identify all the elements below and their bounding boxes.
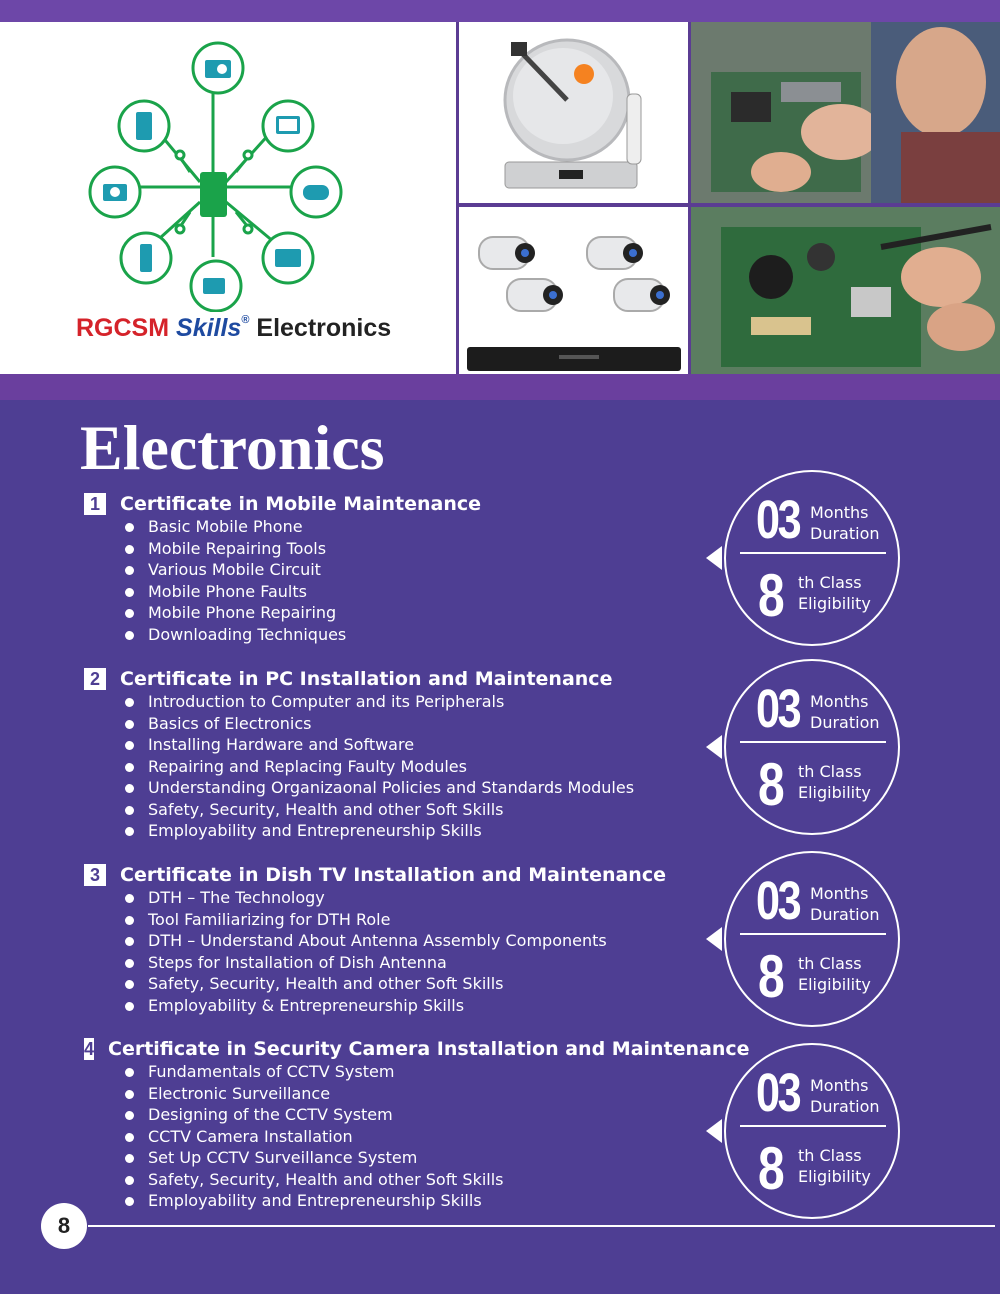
duration-number: 03 (756, 679, 800, 739)
eligibility-label: Eligibility (798, 975, 871, 994)
duration-unit: Months (810, 692, 869, 711)
course-4 (84, 1037, 750, 1212)
duration-label: Duration (810, 1097, 880, 1116)
cctv-photo (459, 207, 688, 374)
list-item: Mobile Phone Repairing (122, 602, 724, 624)
list-item: Mobile Phone Faults (122, 581, 724, 603)
list-item: Employability and Entrepreneurship Skills (122, 1190, 724, 1212)
badge-divider (740, 741, 886, 743)
list-item: Safety, Security, Health and other Soft Skills (122, 799, 724, 821)
course-number: 3 (84, 864, 106, 886)
course-number: 1 (84, 493, 106, 515)
list-item: Basics of Electronics (122, 713, 724, 735)
header-panel (0, 22, 1000, 374)
list-item: Downloading Techniques (122, 624, 724, 646)
course-topics (84, 691, 724, 842)
pointer-triangle (706, 927, 722, 951)
list-item: Tool Familiarizing for DTH Role (122, 909, 724, 931)
dish-tv-photo (459, 22, 688, 203)
duration-text (810, 691, 880, 733)
electronics-circuit-logo (0, 22, 456, 312)
course-heading (84, 863, 724, 887)
brand-category: Electronics (256, 314, 392, 342)
logo-area (0, 22, 456, 374)
pointer-triangle (706, 1119, 722, 1143)
header-bottom-band (0, 374, 1000, 400)
duration-number: 03 (756, 1063, 800, 1123)
pointer-triangle (706, 735, 722, 759)
list-item: CCTV Camera Installation (122, 1126, 724, 1148)
pointer-triangle (706, 546, 722, 570)
course-2-info-badge (724, 659, 900, 835)
eligibility-number: 8 (758, 751, 783, 818)
duration-text (810, 1075, 880, 1117)
course-title: Certificate in PC Installation and Maintenance (120, 668, 613, 690)
list-item: Introduction to Computer and its Peripherals (122, 691, 724, 713)
badge-divider (740, 552, 886, 554)
course-heading (84, 667, 724, 691)
eligibility-label: Eligibility (798, 594, 871, 613)
brand-registered-mark: ® (241, 314, 250, 326)
top-band (0, 0, 1000, 22)
eligibility-unit: th Class (798, 573, 862, 592)
eligibility-text (798, 572, 871, 614)
list-item: Fundamentals of CCTV System (122, 1061, 724, 1083)
duration-text (810, 883, 880, 925)
eligibility-number: 8 (758, 1135, 783, 1202)
eligibility-label: Eligibility (798, 1167, 871, 1186)
duration-label: Duration (810, 524, 880, 543)
footer-rule (88, 1225, 995, 1227)
eligibility-text (798, 761, 871, 803)
list-item: Steps for Installation of Dish Antenna (122, 952, 724, 974)
brand-skills: Skills (176, 314, 242, 342)
list-item: Understanding Organizaonal Policies and Standards Modules (122, 777, 724, 799)
eligibility-number: 8 (758, 562, 783, 629)
course-number: 2 (84, 668, 106, 690)
brand-logo-text (76, 314, 391, 343)
soldering-photo-top (691, 22, 1000, 203)
chip-icon (200, 172, 227, 217)
eligibility-unit: th Class (798, 1146, 862, 1165)
list-item: Various Mobile Circuit (122, 559, 724, 581)
course-heading (84, 1037, 750, 1061)
duration-label: Duration (810, 905, 880, 924)
duration-unit: Months (810, 503, 869, 522)
duration-text (810, 502, 880, 544)
list-item: DTH – The Technology (122, 887, 724, 909)
eligibility-unit: th Class (798, 762, 862, 781)
eligibility-text (798, 953, 871, 995)
brand-rgcsm: RGCSM (76, 314, 170, 342)
badge-divider (740, 1125, 886, 1127)
list-item: Employability & Entrepreneurship Skills (122, 995, 724, 1017)
course-3-info-badge (724, 851, 900, 1027)
list-item: Mobile Repairing Tools (122, 538, 724, 560)
course-1 (84, 492, 724, 645)
list-item: Basic Mobile Phone (122, 516, 724, 538)
eligibility-unit: th Class (798, 954, 862, 973)
course-title: Certificate in Mobile Maintenance (120, 493, 482, 515)
list-item: Electronic Surveillance (122, 1083, 724, 1105)
list-item: Set Up CCTV Surveillance System (122, 1147, 724, 1169)
duration-number: 03 (756, 490, 800, 550)
course-number: 4 (84, 1039, 95, 1059)
course-4-info-badge (724, 1043, 900, 1219)
duration-label: Duration (810, 713, 880, 732)
course-3 (84, 863, 724, 1016)
badge-divider (740, 933, 886, 935)
list-item: Safety, Security, Health and other Soft Skills (122, 1169, 724, 1191)
duration-unit: Months (810, 1076, 869, 1095)
course-2 (84, 667, 724, 842)
course-topics (84, 887, 724, 1016)
eligibility-number: 8 (758, 943, 783, 1010)
course-topics (84, 516, 724, 645)
course-topics (84, 1061, 724, 1212)
duration-unit: Months (810, 884, 869, 903)
course-heading (84, 492, 724, 516)
list-item: Installing Hardware and Software (122, 734, 724, 756)
duration-number: 03 (756, 871, 800, 931)
list-item: Repairing and Replacing Faulty Modules (122, 756, 724, 778)
course-title: Certificate in Dish TV Installation and Maintenance (120, 864, 666, 886)
course-title: Certificate in Security Camera Installation and Maintenance (108, 1038, 750, 1060)
page-title: Electronics (80, 412, 385, 483)
page-number: 8 (41, 1203, 87, 1249)
list-item: Safety, Security, Health and other Soft Skills (122, 973, 724, 995)
course-1-info-badge (724, 470, 900, 646)
list-item: Employability and Entrepreneurship Skills (122, 820, 724, 842)
circuit-board-photo (691, 207, 1000, 374)
list-item: Designing of the CCTV System (122, 1104, 724, 1126)
eligibility-text (798, 1145, 871, 1187)
list-item: DTH – Understand About Antenna Assembly Components (122, 930, 724, 952)
eligibility-label: Eligibility (798, 783, 871, 802)
